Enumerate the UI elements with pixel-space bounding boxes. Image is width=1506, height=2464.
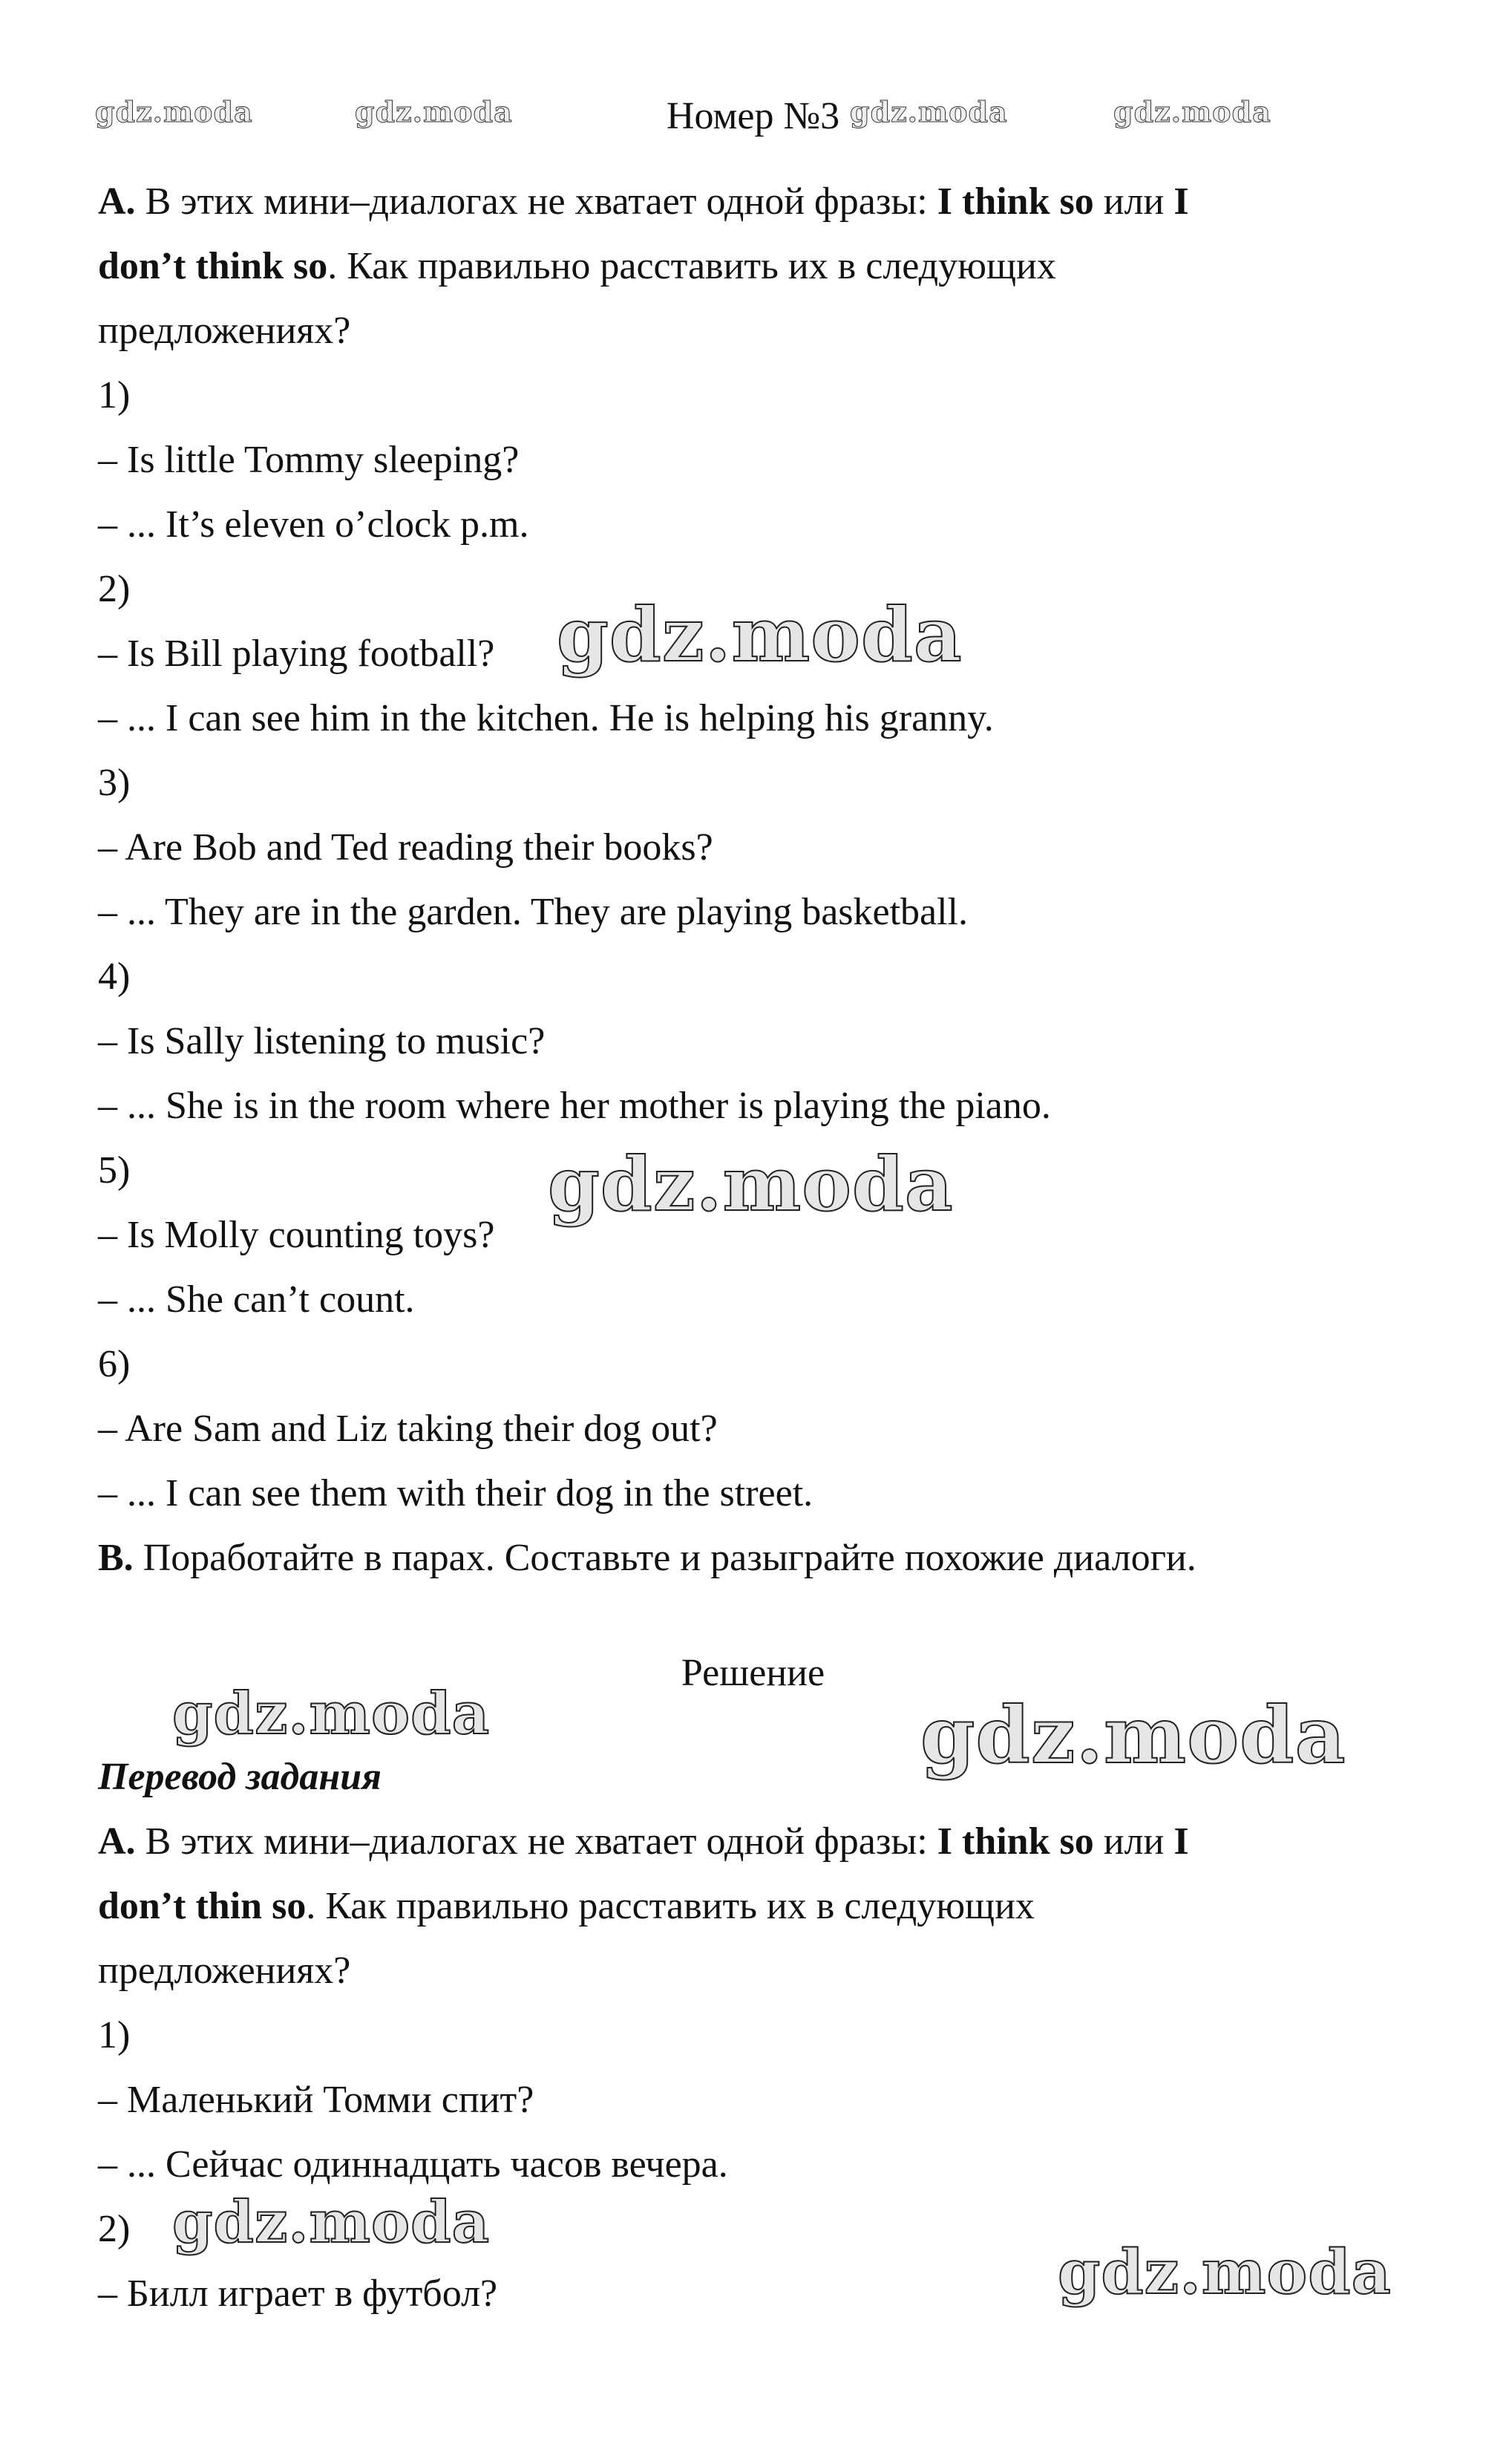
task-a-text-after: . Как правильно расставить их в следующих	[327, 245, 1056, 287]
watermark: gdz.moda	[548, 1140, 954, 1228]
watermark: gdz.moda	[1113, 95, 1271, 128]
task-section	[98, 169, 1375, 1590]
dialog-answer: – ... I can see him in the kitchen. He is helping his granny.	[98, 697, 994, 739]
solution-dialog-number: 2)	[98, 2208, 131, 2250]
dialog-number: 5)	[98, 1149, 131, 1192]
watermark: gdz.moda	[95, 95, 253, 128]
solution-dialog-question: – Билл играет в футбол?	[98, 2272, 498, 2315]
dialog-number: 3)	[98, 762, 131, 804]
task-a-line-1	[98, 169, 1375, 234]
solution-phrase-dont-think-so-part2: don’t thin so	[98, 1885, 307, 1927]
solution-a-text-or: или	[1093, 1820, 1174, 1863]
solution-phrase-dont-think-so-part1: I	[1173, 1820, 1189, 1863]
page-title: Номер №3	[666, 95, 840, 137]
solution-dialog-answer: – ... Сейчас одиннадцать часов вечера.	[98, 2143, 728, 2186]
dialog-answer: – ... It’s eleven o’clock p.m.	[98, 503, 529, 546]
phrase-dont-think-so-part1: I	[1173, 180, 1189, 223]
watermark: gdz.moda	[1058, 2237, 1392, 2308]
dialog-answer: – ... They are in the garden. They are playing basketball.	[98, 891, 969, 933]
dialog-question: – Is Bill playing football?	[98, 633, 495, 675]
dialog-question: – Are Bob and Ted reading their books?	[98, 826, 713, 869]
watermark: gdz.moda	[920, 1689, 1346, 1781]
translation-heading: Перевод задания	[98, 1756, 382, 1798]
dialog-question: – Is Molly counting toys?	[98, 1214, 495, 1256]
task-a-line-3: предложениях?	[98, 310, 351, 352]
task-b-text: Поработайте в парах. Составьте и разыграйте похожие диалоги.	[133, 1537, 1196, 1579]
dialog-question: – Is Sally listening to music?	[98, 1020, 546, 1062]
task-a-line-2	[98, 234, 1375, 298]
dialog-answer: – ... She is in the room where her mother is playing the piano.	[98, 1085, 1051, 1127]
task-b-marker: B.	[98, 1537, 134, 1579]
solution-a-line-2	[98, 1874, 1375, 1938]
dialog-number: 4)	[98, 955, 131, 998]
dialog-question: – Is little Tommy sleeping?	[98, 439, 520, 481]
dialog-answer: – ... I can see them with their dog in the street.	[98, 1472, 813, 1514]
dialog-answer: – ... She can’t count.	[98, 1278, 415, 1321]
watermark: gdz.moda	[557, 591, 963, 679]
phrase-think-so: I think so	[937, 180, 1094, 223]
solution-phrase-think-so: I think so	[937, 1820, 1094, 1863]
solution-a-marker: A.	[98, 1820, 136, 1863]
solution-a-text-before: В этих мини–диалогах не хватает одной фразы:	[135, 1820, 937, 1863]
solution-section	[98, 1809, 1375, 2326]
solution-a-line-1	[98, 1809, 1375, 1874]
watermark: gdz.moda	[850, 95, 1008, 128]
task-b-line	[98, 1526, 1375, 1590]
solution-a-text-after: . Как правильно расставить их в следующих	[306, 1885, 1035, 1927]
dialog-number: 6)	[98, 1343, 131, 1385]
task-a-text-or: или	[1093, 180, 1174, 223]
phrase-dont-think-so-part2: don’t think so	[98, 245, 328, 287]
watermark: gdz.moda	[172, 2189, 491, 2256]
solution-a-line-3: предложениях?	[98, 1950, 351, 1992]
task-a-text-before: В этих мини–диалогах не хватает одной фразы:	[135, 180, 937, 223]
watermark: gdz.moda	[355, 95, 513, 128]
task-a-marker: A.	[98, 180, 136, 223]
dialog-question: – Are Sam and Liz taking their dog out?	[98, 1408, 718, 1450]
dialog-number: 2)	[98, 568, 131, 610]
dialog-number: 1)	[98, 374, 131, 416]
solution-dialog-number: 1)	[98, 2014, 131, 2056]
solution-dialog-question: – Маленький Томми спит?	[98, 2079, 534, 2121]
watermark: gdz.moda	[172, 1680, 491, 1748]
solution-heading: Решение	[681, 1652, 825, 1694]
